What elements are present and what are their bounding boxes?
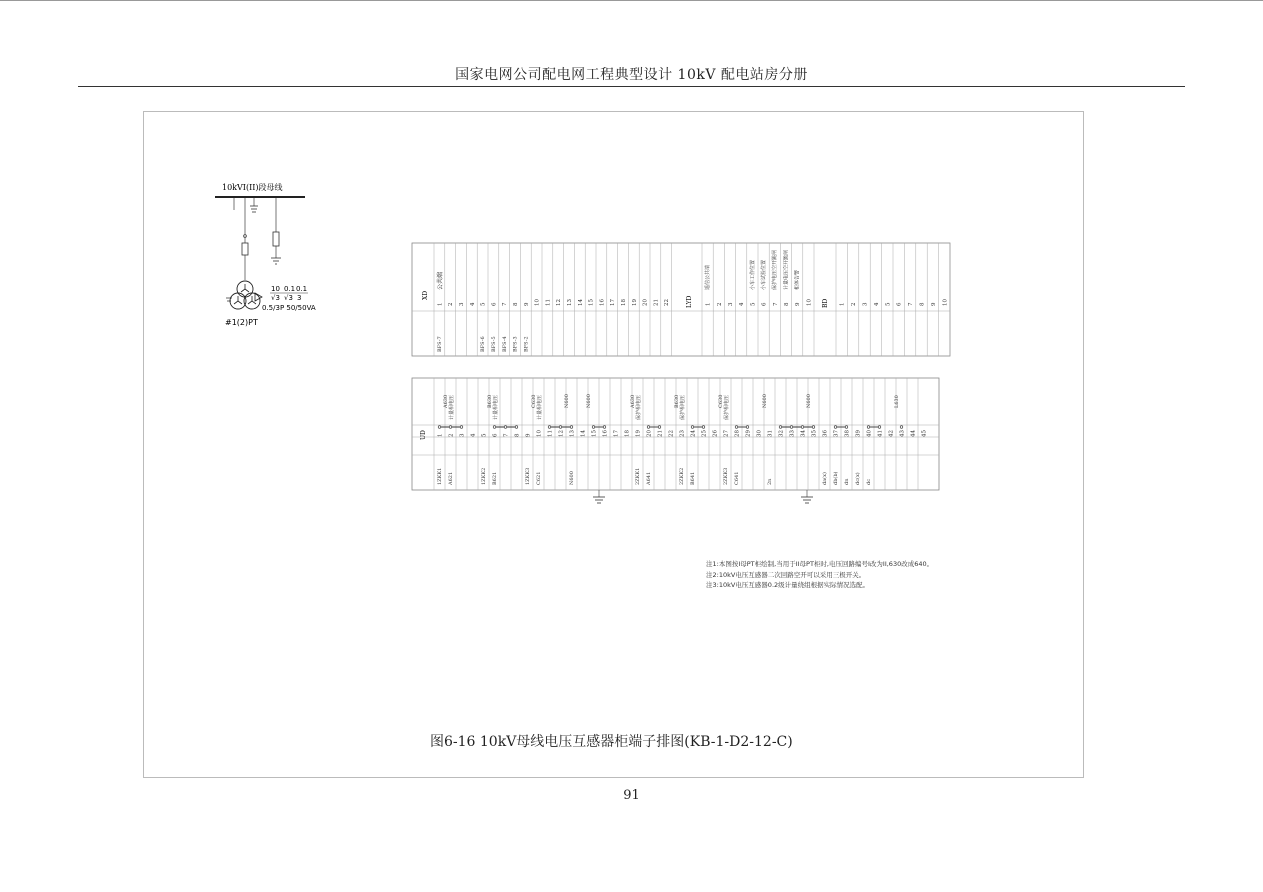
ud-signal-code: N600 xyxy=(586,394,592,408)
pt-transformer-icon xyxy=(226,281,262,309)
ud-wire-label: 2n xyxy=(767,478,773,485)
ground-icon xyxy=(593,490,605,503)
jumper-node xyxy=(702,426,705,429)
ud-signal-label: 计量相电压 xyxy=(449,394,455,420)
ud-signal-code: B630 xyxy=(674,394,680,408)
ud-terminal-number: 40 xyxy=(866,430,873,437)
xd-terminal-number: 5 xyxy=(480,302,487,306)
lyd-terminal-number: 1 xyxy=(705,302,712,306)
ud-wire-label: dn xyxy=(844,478,850,485)
jumper-node xyxy=(790,426,793,429)
ud-wire-label: db(b) xyxy=(833,471,839,485)
block-ud-name: UD xyxy=(420,430,427,440)
ud-terminal-number: 9 xyxy=(525,433,532,437)
bd-terminal-number: 3 xyxy=(862,302,869,306)
block-lyd-name: LYD xyxy=(686,295,693,308)
page-header-title: 国家电网公司配电网工程典型设计 10kV 配电站房分册 xyxy=(455,67,808,83)
bd-terminal-number: 4 xyxy=(873,302,880,306)
ud-terminal-number: 23 xyxy=(679,430,686,437)
ud-terminal-number: 37 xyxy=(833,430,840,437)
ud-wire-label: C641 xyxy=(734,471,740,485)
fuse-icon xyxy=(242,243,248,255)
ud-signal-code: C630 xyxy=(718,394,724,408)
bd-terminal-number: 1 xyxy=(839,302,846,306)
ud-wire-label: 1ZKK3 xyxy=(525,467,531,485)
ud-terminal-number: 27 xyxy=(723,430,730,437)
jumper-node xyxy=(834,426,837,429)
ud-terminal-number: 15 xyxy=(591,430,598,437)
jumper-node xyxy=(493,426,496,429)
jumper-node xyxy=(559,426,562,429)
ud-signal-label: 保护相电压 xyxy=(636,394,642,420)
xd-wire-label: BFS-6 xyxy=(480,336,487,352)
ud-signal-code: A630 xyxy=(443,394,449,408)
ud-signal-code: A630 xyxy=(630,394,636,408)
jumper-node xyxy=(570,426,573,429)
device-label: #1(2)PT xyxy=(225,318,258,327)
ud-wire-label: 1ZKK1 xyxy=(437,467,443,485)
ud-signal-code: N600 xyxy=(564,394,570,408)
lyd-terminal-number: 8 xyxy=(784,302,790,306)
ud-terminal-number: 30 xyxy=(756,430,763,437)
xd-terminal-number: 8 xyxy=(513,302,519,306)
ud-terminal-number: 21 xyxy=(657,430,664,437)
xd-wire-label: BFS-4 xyxy=(501,336,508,352)
jumper-node xyxy=(658,426,661,429)
accuracy-label: 0.5/3P 50/50VA xyxy=(262,304,316,312)
jumper-node xyxy=(504,426,507,429)
ud-terminal-number: 7 xyxy=(503,433,510,437)
lyd-signal-label: 小车工作位置 xyxy=(749,259,756,290)
ud-terminal-number: 39 xyxy=(855,430,862,437)
bd-terminal-number: 5 xyxy=(885,302,892,306)
lyd-signal-label: 柜体告警 xyxy=(794,269,801,290)
ud-signal-code: L630 xyxy=(894,395,900,408)
note-2: 注2:10kV电压互感器二次回路空开可以采用三极开关。 xyxy=(706,570,866,579)
jumper-node xyxy=(900,426,903,429)
xd-terminal-number: 21 xyxy=(653,299,660,306)
xd-terminal-number: 10 xyxy=(534,299,541,306)
ud-wire-label: 2ZKK3 xyxy=(723,467,729,485)
xd-terminal-number: 19 xyxy=(631,299,638,306)
ud-terminal-number: 34 xyxy=(800,430,807,437)
single-line-diagram xyxy=(215,182,316,327)
ratio-bottom-2: √3 xyxy=(284,294,293,302)
bd-terminal-number: 6 xyxy=(896,302,903,306)
bd-terminal-number: 10 xyxy=(942,299,949,306)
ratio-bottom-3: 3 xyxy=(297,294,302,302)
lyd-signal-label: 保护电压空开跳闸 xyxy=(772,249,779,290)
ud-terminal-number: 17 xyxy=(613,430,620,437)
jumper-node xyxy=(845,426,848,429)
jumper-node xyxy=(515,426,518,429)
ud-terminal-number: 43 xyxy=(899,430,906,437)
ud-terminal-number: 8 xyxy=(514,433,521,437)
jumper-node xyxy=(746,426,749,429)
ud-signal-code: N600 xyxy=(806,394,812,408)
lyd-signal-label: 遥信公共端 xyxy=(705,264,711,290)
jumper-node xyxy=(878,426,881,429)
xd-terminal-number: 18 xyxy=(621,299,627,306)
xd-wire-label: BFS-2 xyxy=(523,336,530,352)
xd-terminal-number: 4 xyxy=(469,302,476,306)
xd-wire-label: BFS-7 xyxy=(437,336,443,352)
ud-terminal-number: 31 xyxy=(767,430,774,437)
ud-terminal-number: 45 xyxy=(921,430,928,437)
ud-terminal-number: 18 xyxy=(624,430,631,437)
ground-icon xyxy=(801,490,813,503)
lyd-signal-label: 小车试验位置 xyxy=(761,259,767,290)
ud-terminal-number: 19 xyxy=(635,430,642,437)
ud-terminal-number: 20 xyxy=(646,430,653,437)
jumper-node xyxy=(801,426,804,429)
ud-signal-code: C630 xyxy=(531,394,537,408)
ud-terminal-number: 5 xyxy=(481,433,488,437)
ud-terminal-number: 14 xyxy=(580,430,587,437)
xd-terminal-number: 22 xyxy=(664,299,671,306)
xd-wire-label: BFS-3 xyxy=(512,336,519,352)
ud-wire-label: dc xyxy=(866,478,872,485)
xd-terminal-number: 1 xyxy=(437,302,444,306)
page-number: 91 xyxy=(623,788,640,803)
block-bd-name: BD xyxy=(822,298,829,308)
ud-terminal-number: 42 xyxy=(888,430,895,437)
ud-signal-label: 计量相电压 xyxy=(537,394,543,420)
ud-terminal-number: 25 xyxy=(701,430,708,437)
lyd-terminal-number: 3 xyxy=(728,302,734,306)
upper-terminal-strip xyxy=(412,243,950,356)
xd-terminal-number: 2 xyxy=(448,302,455,306)
bus-label: 10kVI(II)段母线 xyxy=(222,183,283,192)
ud-terminal-number: 6 xyxy=(492,433,499,437)
xd-terminal-number: 17 xyxy=(610,299,617,306)
ud-terminal-number: 44 xyxy=(910,430,917,437)
ud-wire-label: A621 xyxy=(448,471,454,485)
ud-signal-label: 保护相电压 xyxy=(680,394,686,420)
bd-terminal-number: 9 xyxy=(930,302,937,306)
ud-wire-label: B621 xyxy=(492,471,498,485)
lyd-terminal-number: 4 xyxy=(739,302,746,306)
xd-terminal-number: 6 xyxy=(491,302,498,306)
note-3: 注3:10kV电压互感器0.2级计量绕组根据实际情况选配。 xyxy=(706,581,870,589)
lyd-terminal-number: 6 xyxy=(761,302,768,306)
jumper-node xyxy=(460,426,463,429)
ud-wire-label: 2ZKK2 xyxy=(679,467,685,485)
ud-terminal-number: 29 xyxy=(745,430,752,437)
jumper-node xyxy=(779,426,782,429)
jumper-node xyxy=(735,426,738,429)
ud-terminal-number: 36 xyxy=(822,430,829,437)
ud-terminal-number: 33 xyxy=(789,430,796,437)
figure-caption: 图6-16 10kV母线电压互感器柜端子排图(KB-1-D2-12-C) xyxy=(430,734,793,750)
xd-terminal-number: 15 xyxy=(588,299,595,306)
ud-terminal-number: 2 xyxy=(448,433,455,437)
ud-terminal-number: 11 xyxy=(547,430,554,437)
ud-terminal-number: 38 xyxy=(844,430,851,437)
xd-wire-label: BFS-5 xyxy=(491,336,497,352)
jumper-node xyxy=(812,426,815,429)
bd-terminal-number: 2 xyxy=(851,302,858,306)
notes-block xyxy=(706,559,933,591)
ratio-top-1: 10 xyxy=(271,285,280,293)
lyd-terminal-number: 10 xyxy=(806,299,813,306)
xd-terminal-number: 7 xyxy=(502,302,509,306)
arrester-icon xyxy=(273,232,279,246)
lower-terminal-strip xyxy=(412,378,939,503)
jumper-node xyxy=(647,426,650,429)
ud-terminal-number: 13 xyxy=(569,430,576,437)
common-terminal-label: 公共端 xyxy=(437,271,444,290)
ud-terminal-number: 28 xyxy=(734,430,741,437)
lyd-signal-label: 计量电压空开跳闸 xyxy=(783,249,790,290)
ratio-top-2: 0.1 xyxy=(284,285,296,293)
ud-wire-label: N600 xyxy=(569,471,575,485)
ud-wire-label: 1ZKK2 xyxy=(481,467,487,485)
jumper-node xyxy=(603,426,606,429)
ud-terminal-number: 41 xyxy=(877,430,884,437)
ud-terminal-number: 26 xyxy=(712,430,719,437)
note-1: 注1:本图按I母PT柜绘制,当用于II母PT柜时,电压回路编号I改为II,630改成640。 xyxy=(706,560,934,568)
bd-terminal-number: 7 xyxy=(908,302,915,306)
ud-signal-label: 计量相电压 xyxy=(493,394,499,420)
ud-signal-label: 保护相电压 xyxy=(724,394,730,420)
ud-signal-code: B630 xyxy=(487,394,493,408)
jumper-node xyxy=(449,426,452,429)
jumper-node xyxy=(691,426,694,429)
ud-wire-label: C621 xyxy=(536,471,542,485)
lyd-terminal-number: 2 xyxy=(716,302,723,306)
xd-terminal-number: 12 xyxy=(556,299,563,306)
ud-signal-code: N600 xyxy=(762,394,768,408)
ud-terminal-number: 10 xyxy=(536,430,543,437)
ud-terminal-number: 16 xyxy=(602,430,609,437)
ratio-top-3: 0.1 xyxy=(296,285,308,293)
lyd-terminal-number: 5 xyxy=(750,302,757,306)
block-xd-name: XD xyxy=(422,290,429,300)
ud-wire-label: dc(x) xyxy=(855,472,861,485)
jumper-node xyxy=(592,426,595,429)
xd-terminal-number: 3 xyxy=(459,302,465,306)
ratio-bottom-1: √3 xyxy=(271,294,280,302)
ud-wire-label: 2ZKK1 xyxy=(635,467,641,485)
xd-terminal-number: 11 xyxy=(545,299,552,306)
xd-terminal-number: 20 xyxy=(642,299,649,306)
ud-terminal-number: 35 xyxy=(811,430,818,437)
xd-terminal-number: 13 xyxy=(567,299,573,306)
lyd-terminal-number: 7 xyxy=(772,302,779,306)
xd-terminal-number: 16 xyxy=(599,299,606,306)
ud-terminal-number: 12 xyxy=(558,430,565,437)
ud-terminal-number: 4 xyxy=(470,433,477,437)
ud-terminal-number: 1 xyxy=(437,433,444,437)
xd-terminal-number: 14 xyxy=(577,299,584,306)
ud-wire-label: A641 xyxy=(646,471,652,485)
jumper-node xyxy=(548,426,551,429)
lyd-terminal-number: 9 xyxy=(795,302,802,306)
ud-terminal-number: 3 xyxy=(459,433,466,437)
ud-wire-label: B641 xyxy=(690,471,696,485)
xd-terminal-number: 9 xyxy=(523,302,530,306)
ud-terminal-number: 32 xyxy=(778,430,785,437)
ud-terminal-number: 22 xyxy=(668,430,675,437)
bd-terminal-number: 8 xyxy=(919,302,926,306)
ud-wire-label: da(x) xyxy=(822,472,828,485)
ud-terminal-number: 24 xyxy=(690,430,697,437)
jumper-node xyxy=(867,426,870,429)
jumper-node xyxy=(438,426,441,429)
